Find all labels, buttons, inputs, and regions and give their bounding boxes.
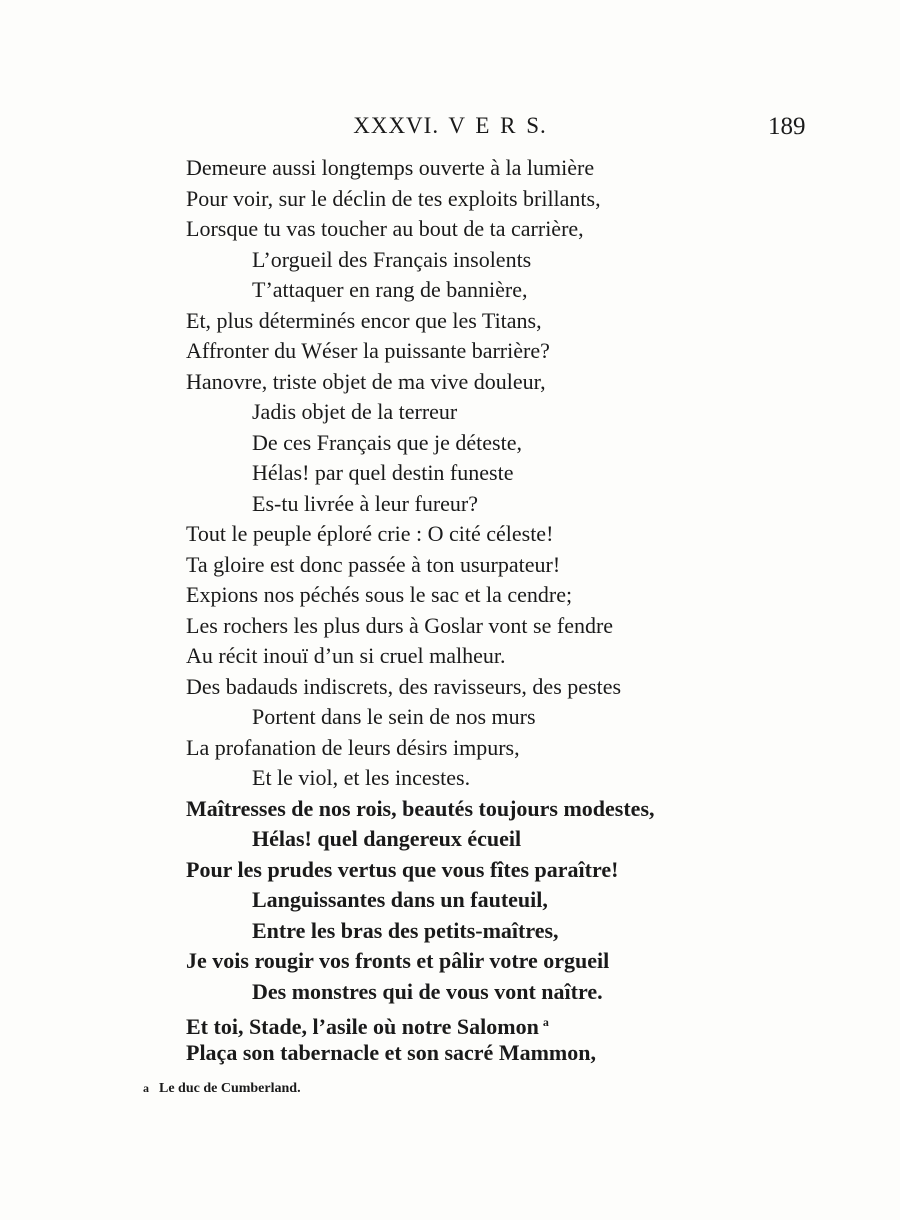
verse-line [186,214,655,245]
verse-line [186,397,655,428]
verse-line [186,519,655,550]
verse-line [186,672,655,703]
verse-line-text: Expions nos péchés sous le sac et la cendre; [186,582,573,607]
verse-line [186,794,655,825]
verse-line-text: Hanovre, triste objet de ma vive douleur, [186,368,546,394]
verse-line-text: La profanation de leurs désirs impurs, [186,734,520,760]
verse-line-text: Et le viol, et les incestes. [252,765,471,790]
verse-line-text: Demeure aussi longtemps ouverte à la lumière [186,155,595,180]
verse-line-text: Des monstres qui de vous vont naître. [252,978,603,1004]
verse-line [186,885,655,916]
verse-line-text: Ta gloire est donc passée à ton usurpateur! [186,551,561,577]
verse-line-text: T’attaquer en rang de bannière, [252,277,528,302]
footnote [143,1081,301,1097]
verse-line [186,336,655,367]
verse-line [186,184,655,215]
poem-verse-block [186,153,655,1068]
verse-line [186,733,655,764]
running-header-title: XXXVI. V E R S. [353,113,547,138]
verse-line [186,367,655,398]
verse-line-text: Maîtresses de nos rois, beautés toujours modestes, [186,795,655,821]
verse-line [186,245,655,276]
footnote-marker: a [143,1081,149,1095]
verse-line [186,489,655,520]
verse-line-text: Affronter du Wéser la puissante barrière? [186,338,550,363]
verse-line-text: Jadis objet de la terreur [252,399,458,424]
verse-line [186,275,655,306]
verse-line-text: Portent dans le sein de nos murs [252,704,536,729]
verse-line [186,855,655,886]
verse-line-text: De ces Français que je déteste, [252,429,522,455]
verse-line [186,977,655,1008]
verse-line [186,458,655,489]
verse-line-text: Les rochers les plus durs à Goslar vont se fendre [186,612,614,638]
verse-line-text: Lorsque tu vas toucher au bout de ta carrière, [186,216,584,241]
verse-line [186,916,655,947]
footnote-reference: a [542,1015,549,1029]
verse-line [186,306,655,337]
verse-line [186,824,655,855]
verse-line-text: Plaça son tabernacle et son sacré Mammon, [186,1039,596,1065]
verse-line [186,153,655,184]
verse-line-text: Hélas! par quel destin funeste [252,460,514,485]
verse-line-text: Entre les bras des petits-maîtres, [252,917,559,943]
verse-line [186,428,655,459]
footnote-text: Le duc de Cumberland. [159,1081,301,1096]
verse-line-text: Es-tu livrée à leur fureur? [252,490,478,516]
verse-line [186,580,655,611]
verse-line [186,1038,655,1069]
verse-line [186,1007,655,1038]
verse-line [186,763,655,794]
verse-line-text: Des badauds indiscrets, des ravisseurs, des pestes [186,673,622,699]
verse-line-text: Tout le peuple éploré crie : O cité céleste! [186,521,554,546]
page-number: 189 [768,113,806,140]
verse-line [186,702,655,733]
verse-line-text: Au récit inouï d’un si cruel malheur. [186,643,506,668]
verse-line-text: Hélas! quel dangereux écueil [252,826,522,851]
verse-line-text: Languissantes dans un fauteuil, [252,887,548,912]
verse-line [186,641,655,672]
verse-line-text: Je vois rougir vos fronts et pâlir votre orgueil [186,948,610,973]
verse-line-text: Pour voir, sur le déclin de tes exploits brillants, [186,185,601,211]
verse-line-text: Pour les prudes vertus que vous fîtes paraître! [186,856,619,882]
verse-line [186,550,655,581]
verse-line-text: L’orgueil des Français insolents [252,246,532,272]
verse-line [186,611,655,642]
verse-line [186,946,655,977]
verse-line-text: Et toi, Stade, l’asile où notre Salomon [186,1014,539,1039]
verse-line-text: Et, plus déterminés encor que les Titans, [186,307,542,333]
